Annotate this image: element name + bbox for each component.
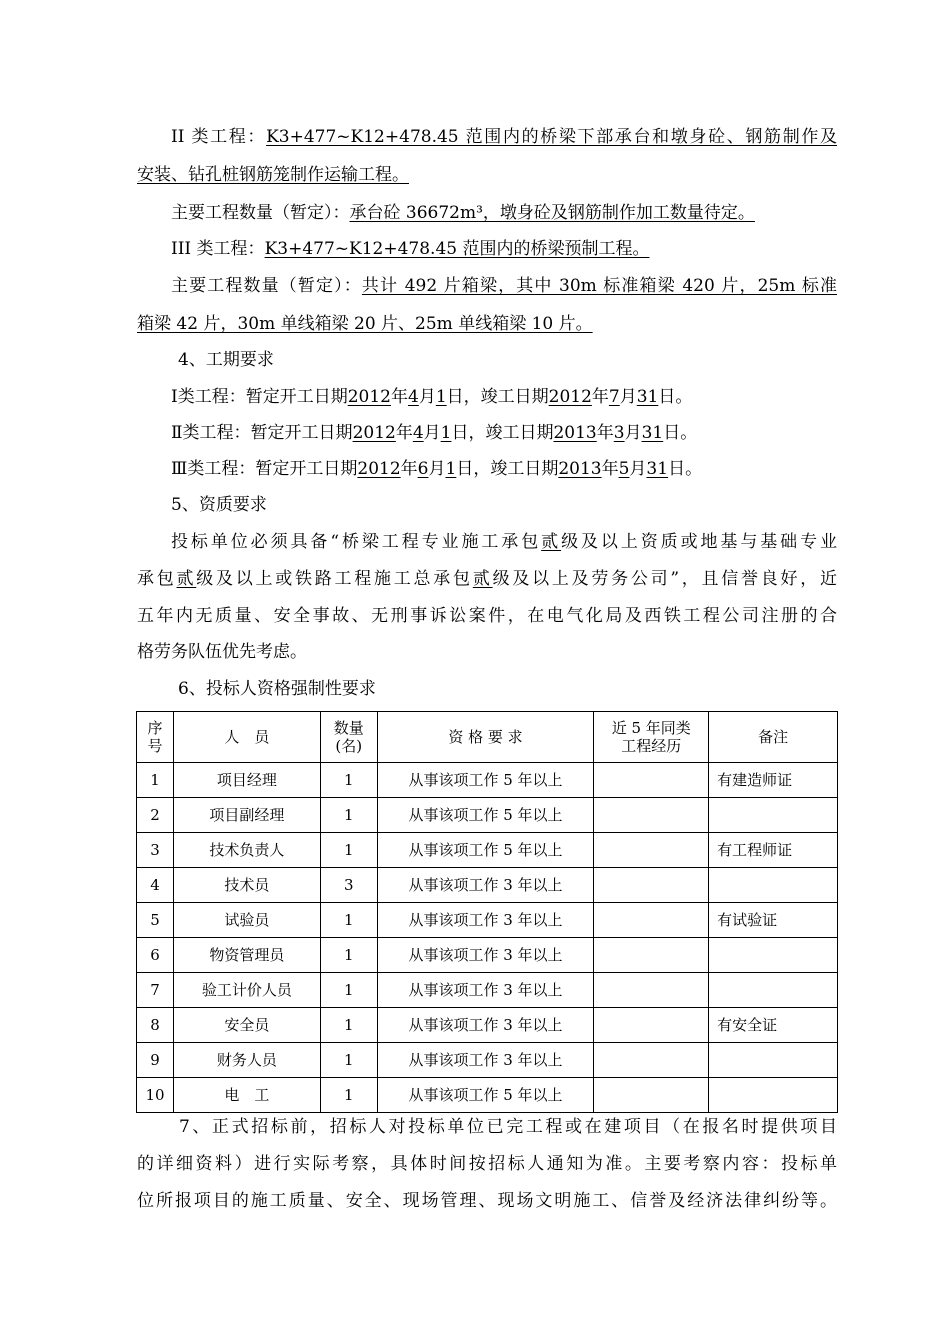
cell-requirement: 从事该项工作 3 年以上 xyxy=(377,938,594,973)
table-row xyxy=(137,1008,838,1043)
unit-year: 年 xyxy=(591,387,609,407)
table-row xyxy=(137,938,838,973)
unit-year: 年 xyxy=(400,459,418,479)
table-row xyxy=(137,868,838,903)
qty-label: 主要工程数量（暂定）： xyxy=(171,276,362,296)
start-day: 1 xyxy=(445,459,457,479)
qual-grade: 贰 xyxy=(541,532,562,552)
cell-qty: 1 xyxy=(320,938,377,973)
qualification-line1 xyxy=(137,530,837,554)
cell-experience xyxy=(594,868,709,903)
class2-scope-text-cont: 安装、钻孔桩钢筋笼制作运输工程。 xyxy=(137,165,409,185)
table-row xyxy=(137,833,838,868)
table-row xyxy=(137,763,838,798)
end-day: 31 xyxy=(641,423,664,443)
qual-grade: 贰 xyxy=(472,569,493,589)
table-row xyxy=(137,903,838,938)
qty-value-cont: 箱梁 42 片，30m 单线箱梁 20 片、25m 单线箱梁 10 片。 xyxy=(137,314,593,334)
cell-note xyxy=(709,938,838,973)
start-year: 2012 xyxy=(352,423,396,443)
section4-title: 4、工期要求 xyxy=(178,350,274,370)
cell-person: 项目副经理 xyxy=(173,798,320,833)
cell-requirement: 从事该项工作 3 年以上 xyxy=(377,1043,594,1078)
cell-note: 有工程师证 xyxy=(709,833,838,868)
qualification-line3: 五年内无质量、安全事故、无刑事诉讼案件，在电气化局及西铁工程公司注册的合 xyxy=(137,606,837,626)
schedule-category: Ⅲ类工程： xyxy=(171,459,256,479)
unit-day: 日 xyxy=(663,423,681,443)
qualification-line2 xyxy=(137,567,837,591)
start-year: 2012 xyxy=(347,387,391,407)
section5-title: 5、资质要求 xyxy=(171,495,267,515)
class3-scope-line xyxy=(171,237,871,261)
cell-requirement: 从事该项工作 5 年以上 xyxy=(377,1078,594,1113)
end-label: 竣工日期 xyxy=(485,423,554,443)
cell-person: 试验员 xyxy=(173,903,320,938)
end-year: 2012 xyxy=(548,387,592,407)
cell-no: 6 xyxy=(137,938,174,973)
cell-requirement: 从事该项工作 3 年以上 xyxy=(377,903,594,938)
period: 。 xyxy=(685,459,703,479)
qual-text: 级及以上资质或地基与基础专业 xyxy=(561,532,837,552)
qual-text: 级及以上及劳务公司”，且信誉良好，近 xyxy=(492,569,838,589)
unit-month: 月 xyxy=(428,459,446,479)
cell-requirement: 从事该项工作 3 年以上 xyxy=(377,1008,594,1043)
cell-no: 9 xyxy=(137,1043,174,1078)
cell-no: 7 xyxy=(137,973,174,1008)
end-month: 3 xyxy=(613,423,625,443)
start-label: 暂定开工日期 xyxy=(255,459,358,479)
table-row xyxy=(137,1043,838,1078)
unit-day: 日 xyxy=(446,387,464,407)
class2-scope-line2 xyxy=(137,163,837,187)
unit-day: 日 xyxy=(456,459,474,479)
cell-person: 安全员 xyxy=(173,1008,320,1043)
cell-no: 1 xyxy=(137,763,174,798)
header-text: 序 xyxy=(147,719,163,737)
cell-experience xyxy=(594,1008,709,1043)
qualification-line4: 格劳务队伍优先考虑。 xyxy=(137,642,307,662)
cell-note xyxy=(709,868,838,903)
end-year: 2013 xyxy=(553,423,597,443)
cell-qty: 1 xyxy=(320,973,377,1008)
unit-day: 日 xyxy=(451,423,469,443)
comma: ， xyxy=(473,459,491,479)
unit-year: 年 xyxy=(601,459,619,479)
cell-qty: 1 xyxy=(320,763,377,798)
qual-text: 承包 xyxy=(137,569,177,589)
class2-scope-line1 xyxy=(137,125,837,149)
cell-qty: 1 xyxy=(320,798,377,833)
start-label: 暂定开工日期 xyxy=(245,387,348,407)
cell-requirement: 从事该项工作 3 年以上 xyxy=(377,973,594,1008)
cell-person: 技术负责人 xyxy=(173,833,320,868)
header-qty xyxy=(320,712,377,763)
cell-experience xyxy=(594,1043,709,1078)
cell-note xyxy=(709,798,838,833)
class3-scope-text: K3+477~K12+478.45 范围内的桥梁预制工程。 xyxy=(264,239,650,259)
cell-qty: 1 xyxy=(320,903,377,938)
table-row xyxy=(137,798,838,833)
cell-person: 技术员 xyxy=(173,868,320,903)
cell-qty: 1 xyxy=(320,833,377,868)
cell-requirement: 从事该项工作 5 年以上 xyxy=(377,833,594,868)
cell-no: 5 xyxy=(137,903,174,938)
period: 。 xyxy=(675,387,693,407)
cell-note xyxy=(709,973,838,1008)
cell-no: 2 xyxy=(137,798,174,833)
cell-qty: 1 xyxy=(320,1043,377,1078)
unit-day: 日 xyxy=(658,387,676,407)
end-day: 31 xyxy=(646,459,669,479)
schedule-line-2 xyxy=(171,421,871,445)
cell-experience xyxy=(594,763,709,798)
end-month: 7 xyxy=(608,387,620,407)
table-row xyxy=(137,1078,838,1113)
cell-qty: 1 xyxy=(320,1078,377,1113)
table-row xyxy=(137,973,838,1008)
schedule-category: Ⅱ类工程： xyxy=(171,423,251,443)
unit-month: 月 xyxy=(418,387,436,407)
cell-experience xyxy=(594,798,709,833)
unit-month: 月 xyxy=(423,423,441,443)
qual-text: 级及以上或铁路工程施工总承包 xyxy=(196,569,473,589)
start-label: 暂定开工日期 xyxy=(250,423,353,443)
header-text: (名) xyxy=(335,737,363,755)
unit-day: 日 xyxy=(668,459,686,479)
start-day: 1 xyxy=(440,423,452,443)
header-text: 数量 xyxy=(333,719,364,737)
qty-value: 共计 492 片箱梁，其中 30m 标准箱梁 420 片，25m 标准 xyxy=(361,276,837,296)
cell-qty: 3 xyxy=(320,868,377,903)
class3-quantity-line1 xyxy=(137,274,837,298)
header-text: 工程经历 xyxy=(621,737,682,755)
unit-year: 年 xyxy=(390,387,408,407)
cell-note xyxy=(709,1078,838,1113)
start-day: 1 xyxy=(435,387,447,407)
qty-label: 主要工程数量（暂定）： xyxy=(171,203,350,223)
cell-note: 有建造师证 xyxy=(709,763,838,798)
cell-requirement: 从事该项工作 5 年以上 xyxy=(377,763,594,798)
end-label: 竣工日期 xyxy=(480,387,549,407)
schedule-line-1 xyxy=(171,385,871,409)
end-year: 2013 xyxy=(558,459,602,479)
start-month: 4 xyxy=(412,423,424,443)
cell-person: 验工计价人员 xyxy=(173,973,320,1008)
class3-quantity-line2 xyxy=(137,312,837,336)
header-experience xyxy=(594,712,709,763)
cell-experience xyxy=(594,833,709,868)
cell-no: 10 xyxy=(137,1078,174,1113)
header-text: 号 xyxy=(147,737,163,755)
unit-month: 月 xyxy=(619,387,637,407)
cell-person: 电 工 xyxy=(173,1078,320,1113)
unit-month: 月 xyxy=(629,459,647,479)
section6-title: 6、投标人资格强制性要求 xyxy=(178,679,376,699)
unit-month: 月 xyxy=(624,423,642,443)
qual-grade: 贰 xyxy=(176,569,197,589)
cell-note: 有试验证 xyxy=(709,903,838,938)
cell-experience xyxy=(594,903,709,938)
inspection-text: 7、正式招标前，招标人对投标单位已完工程或在建项目（在报名时提供项目 xyxy=(179,1117,837,1137)
cell-qty: 1 xyxy=(320,1008,377,1043)
cell-person: 财务人员 xyxy=(173,1043,320,1078)
header-person: 人 员 xyxy=(173,712,320,763)
inspection-line2: 的详细资料）进行实际考察，具体时间按招标人通知为准。主要考察内容：投标单 xyxy=(137,1154,837,1174)
comma: ， xyxy=(463,387,481,407)
cell-experience xyxy=(594,938,709,973)
cell-no: 4 xyxy=(137,868,174,903)
qty-value: 承台砼 36672m³，墩身砼及钢筋制作加工数量待定。 xyxy=(349,203,755,223)
end-day: 31 xyxy=(636,387,659,407)
class2-scope-text: K3+477~K12+478.45 范围内的桥梁下部承台和墩身砼、钢筋制作及 xyxy=(266,127,837,147)
unit-year: 年 xyxy=(395,423,413,443)
start-month: 6 xyxy=(417,459,429,479)
comma: ， xyxy=(468,423,486,443)
personnel-requirements-table xyxy=(136,711,838,1113)
cell-person: 项目经理 xyxy=(173,763,320,798)
header-note: 备注 xyxy=(709,712,838,763)
cell-requirement: 从事该项工作 3 年以上 xyxy=(377,868,594,903)
cell-no: 3 xyxy=(137,833,174,868)
cell-person: 物资管理员 xyxy=(173,938,320,973)
cell-note: 有安全证 xyxy=(709,1008,838,1043)
header-text: 近 5 年同类 xyxy=(611,719,691,737)
class3-label: III 类工程： xyxy=(171,239,265,259)
class2-quantity-line xyxy=(171,201,871,225)
cell-requirement: 从事该项工作 5 年以上 xyxy=(377,798,594,833)
cell-no: 8 xyxy=(137,1008,174,1043)
start-year: 2012 xyxy=(357,459,401,479)
start-month: 4 xyxy=(407,387,419,407)
class2-label: II 类工程： xyxy=(171,127,267,147)
inspection-line1 xyxy=(137,1115,837,1139)
schedule-category: Ⅰ类工程： xyxy=(171,387,246,407)
header-no xyxy=(137,712,174,763)
end-label: 竣工日期 xyxy=(490,459,559,479)
cell-experience xyxy=(594,973,709,1008)
period: 。 xyxy=(680,423,698,443)
unit-year: 年 xyxy=(596,423,614,443)
cell-experience xyxy=(594,1078,709,1113)
cell-note xyxy=(709,1043,838,1078)
qual-text: 投标单位必须具备“桥梁工程专业施工承包 xyxy=(171,532,542,552)
inspection-line3: 位所报项目的施工质量、安全、现场管理、现场文明施工、信誉及经济法律纠纷等。 xyxy=(137,1191,837,1211)
schedule-line-3 xyxy=(171,457,871,481)
end-month: 5 xyxy=(618,459,630,479)
header-requirement: 资 格 要 求 xyxy=(377,712,594,763)
table-header-row xyxy=(137,712,838,763)
